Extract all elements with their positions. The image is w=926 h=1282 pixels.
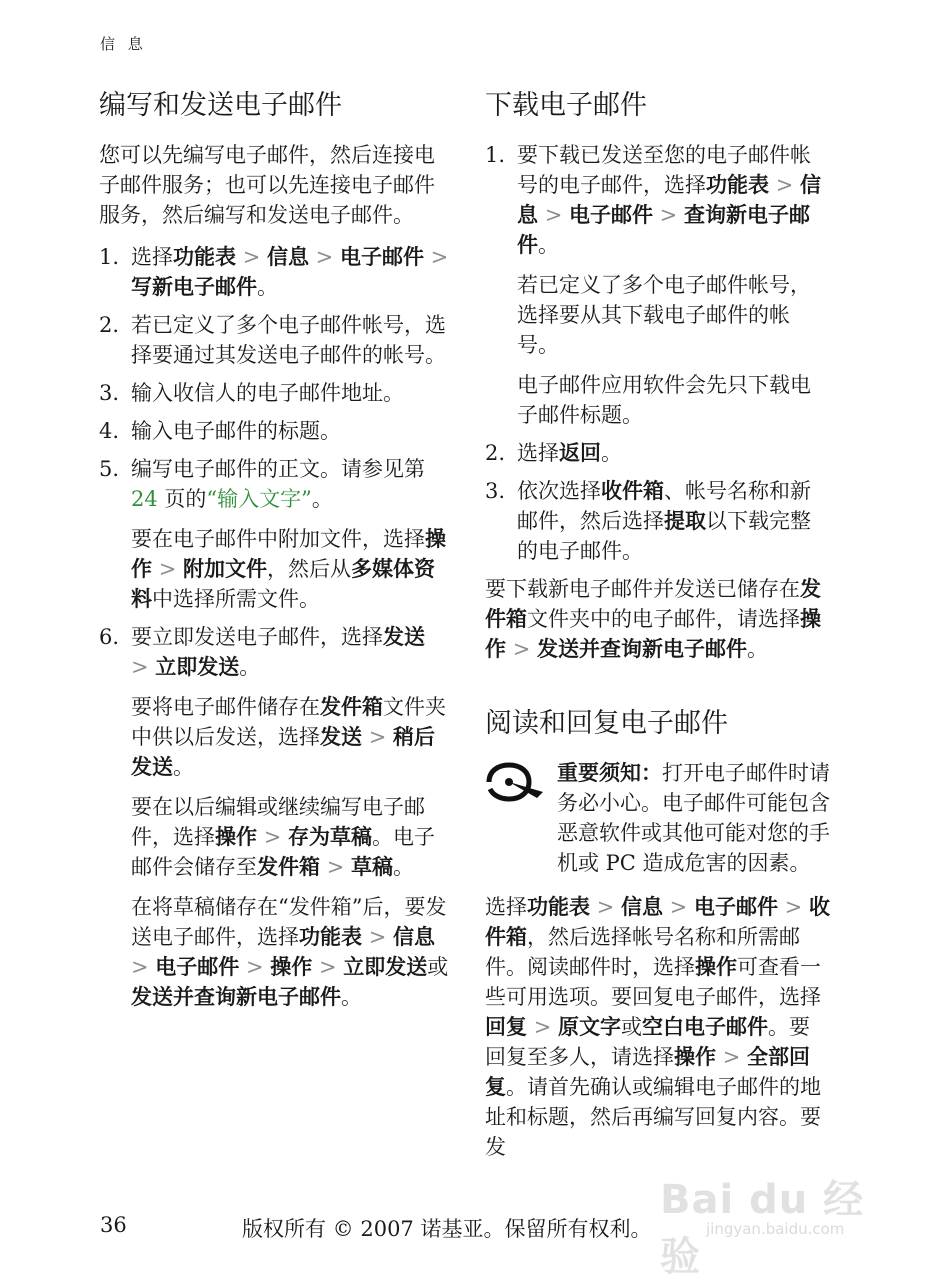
compose-email-title: 编写和发送电子邮件	[99, 90, 342, 121]
step-paragraph: 输入收信人的电子邮件地址。	[131, 381, 404, 405]
step-paragraph: 编写电子邮件的正文。请参见第 24 页的“输入文字”。	[131, 457, 425, 511]
step-paragraph: 电子邮件应用软件会先只下载电子邮件标题。	[517, 373, 811, 427]
download-email-title: 下载电子邮件	[485, 90, 647, 121]
compose-intro: 您可以先编写电子邮件，然后连接电子邮件服务；也可以先连接电子邮件服务，然后编写和发送电子邮件。	[99, 143, 435, 227]
compose-steps	[99, 242, 449, 1012]
step-number: 3.	[485, 479, 506, 503]
page-number: 36	[100, 1213, 127, 1237]
watermark-url: jingyan.baidu.com	[706, 1220, 845, 1238]
compose-step-1	[99, 242, 449, 302]
step-number: 3.	[99, 381, 120, 405]
step-paragraph: 要将电子邮件储存在发件箱文件夹中供以后发送，选择发送 > 稍后发送。	[131, 695, 446, 779]
step-paragraph: 要下载已发送至您的电子邮件帐号的电子邮件，选择功能表 > 信息 > 电子邮件 > 查询新电子邮件。	[517, 143, 821, 257]
step-paragraph: 要立即发送电子邮件，选择发送 > 立即发送。	[131, 625, 425, 679]
baidu-watermark	[660, 1168, 880, 1280]
important-note-text: 重要须知：打开电子邮件时请务必小心。电子邮件可能包含恶意软件或其他可能对您的手机或 PC 造成危害的因素。	[557, 761, 830, 875]
step-paragraph: 输入电子邮件的标题。	[131, 419, 341, 443]
compose-step-3	[99, 378, 449, 408]
download-steps	[485, 140, 830, 566]
download-step-1	[485, 140, 830, 430]
read-reply-title: 阅读和回复电子邮件	[485, 708, 728, 739]
download-step-3	[485, 476, 830, 566]
send-and-check-paragraph: 要下载新电子邮件并发送已储存在发件箱文件夹中的电子邮件，请选择操作 > 发送并查询新电子邮件。	[485, 577, 821, 661]
section-header: 信 息	[100, 35, 147, 53]
compose-step-2	[99, 310, 449, 370]
left-column	[99, 86, 449, 1020]
step-paragraph: 要在电子邮件中附加文件，选择操作 > 附加文件，然后从多媒体资料中选择所需文件。	[131, 527, 446, 611]
warning-hand-icon	[485, 758, 557, 878]
step-paragraph: 选择返回。	[517, 441, 622, 465]
step-paragraph: 依次选择收件箱、帐号名称和新邮件，然后选择提取以下载完整的电子邮件。	[517, 479, 811, 563]
compose-step-6	[99, 622, 449, 1012]
step-number: 6.	[99, 625, 120, 649]
step-paragraph: 选择功能表 > 信息 > 电子邮件 > 写新电子邮件。	[131, 245, 449, 299]
read-reply-paragraph: 选择功能表 > 信息 > 电子邮件 > 收件箱，然后选择帐号名称和所需邮件。阅读邮件时，选择操作可查看一些可用选项。要回复电子邮件，选择回复 > 原文字或空白电子邮件。要回复至多人，请选择操作 > 全部回复。请首先确认或编辑电子邮件的地址和标题，然后再编写回复内容。要发	[485, 895, 830, 1159]
step-number: 1.	[485, 143, 506, 167]
step-paragraph: 若已定义了多个电子邮件帐号，选择要从其下载电子邮件的帐号。	[517, 273, 811, 357]
copyright-notice: 版权所有 © 2007 诺基亚。保留所有权利。	[242, 1217, 652, 1241]
step-number: 5.	[99, 457, 120, 481]
right-column	[485, 86, 830, 1162]
step-paragraph: 若已定义了多个电子邮件帐号，选择要通过其发送电子邮件的帐号。	[131, 313, 446, 367]
step-number: 2.	[99, 313, 120, 337]
step-number: 4.	[99, 419, 120, 443]
step-number: 2.	[485, 441, 506, 465]
step-number: 1.	[99, 245, 120, 269]
compose-step-5	[99, 454, 449, 614]
watermark-logo: Bai du 经验	[660, 1177, 865, 1280]
step-paragraph: 要在以后编辑或继续编写电子邮件，选择操作 > 存为草稿。电子邮件会储存至发件箱 > 草稿。	[131, 795, 435, 879]
important-note	[485, 758, 830, 878]
step-paragraph: 在将草稿储存在“发件箱”后，要发送电子邮件，选择功能表 > 信息 > 电子邮件 > 操作 > 立即发送或发送并查询新电子邮件。	[131, 895, 449, 1009]
download-step-2	[485, 438, 830, 468]
compose-step-4	[99, 416, 449, 446]
